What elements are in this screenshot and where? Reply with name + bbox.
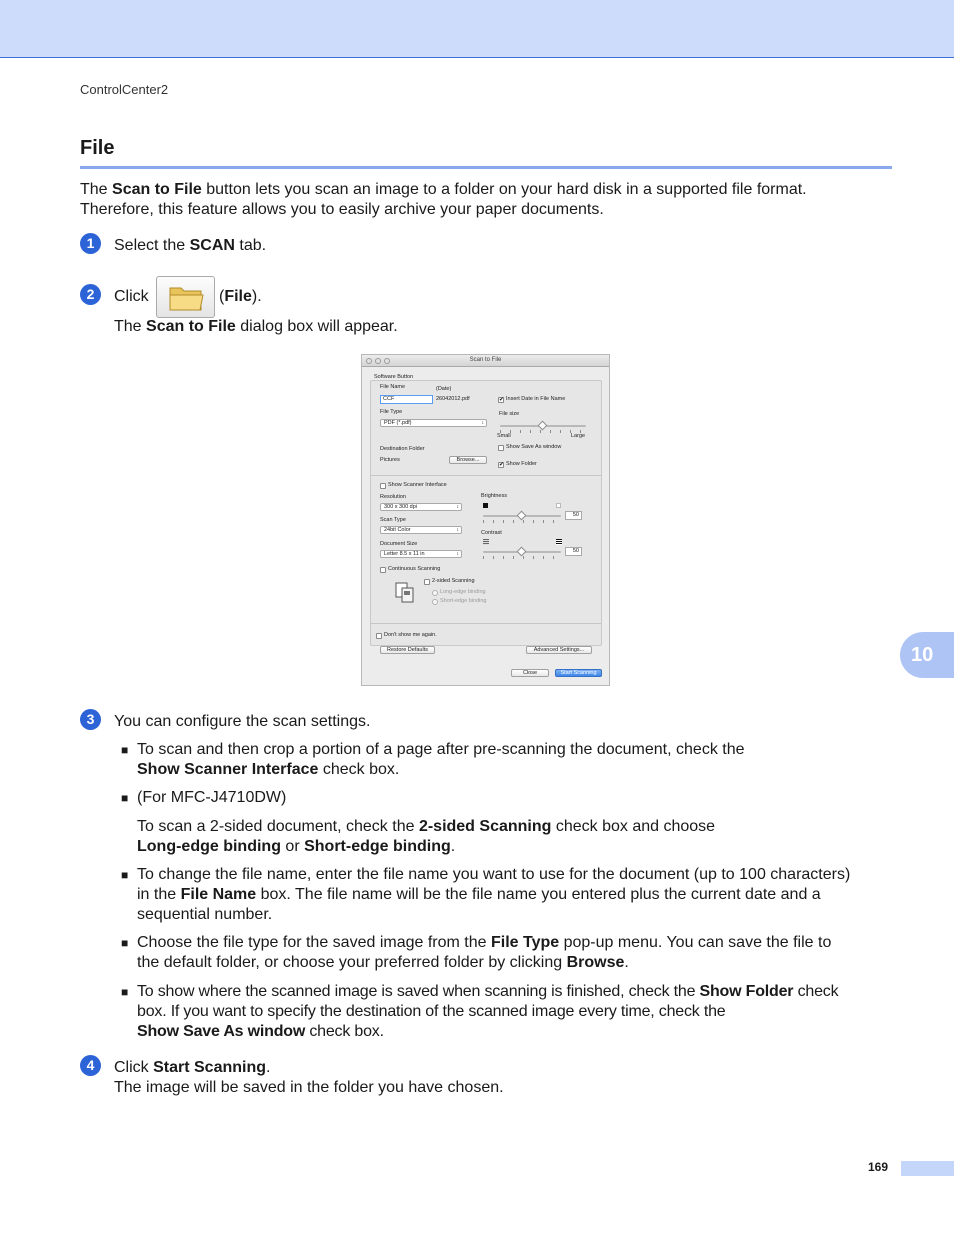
bullet-text-part: To change the file name, enter the file name you want to use for the document (up to 100 characters) <box>137 866 851 883</box>
header-band <box>0 0 954 58</box>
bullet-text <box>137 865 907 925</box>
bullet-text-bold: File Name <box>180 886 257 903</box>
close-button[interactable]: Close <box>511 669 549 677</box>
show-save-as-label: Show Save As window <box>506 444 562 450</box>
file-name-field[interactable]: CCF <box>380 395 433 404</box>
brightness-dark-icon <box>483 503 488 508</box>
bullet-text-part: box. The file name will be the file name you entered plus the current date and a <box>256 886 821 903</box>
resolution-label: Resolution <box>380 494 406 500</box>
contrast-low-icon <box>483 539 489 545</box>
brightness-ticks <box>483 520 562 523</box>
bullet-text-part: To show where the scanned image is saved when scanning is finished, check the <box>137 983 700 1000</box>
step-text-bold: File <box>224 288 252 305</box>
bullet-text-part: . <box>624 954 629 971</box>
resolution-popup[interactable]: 300 x 300 dpi ↕ <box>380 503 462 511</box>
dialog-titlebar <box>362 355 609 367</box>
running-head: ControlCenter2 <box>80 82 169 97</box>
document-size-label: Document Size <box>380 541 418 547</box>
small-label: Small <box>497 433 511 439</box>
step-text-part: Select the <box>114 237 190 254</box>
step-text-part: Click <box>114 1059 154 1076</box>
document-size-popup[interactable]: Letter 8.5 x 11 in ↕ <box>380 550 462 558</box>
brightness-label: Brightness <box>481 493 507 499</box>
date-label: (Date) <box>436 386 452 392</box>
insert-date-checkbox[interactable] <box>498 397 504 403</box>
show-folder-label: Show Folder <box>506 461 537 467</box>
bullet-text <box>137 933 907 973</box>
file-button[interactable] <box>156 276 215 318</box>
dialog-title: Scan to File <box>469 357 502 363</box>
step-text <box>114 1058 504 1098</box>
brightness-light-icon <box>556 503 561 508</box>
step-text <box>114 236 266 256</box>
intro-text: button lets you scan an image to a folder on your hard disk in a supported file format. <box>201 181 807 198</box>
bullet-icon: ■ <box>121 868 129 882</box>
step-text-bold: SCAN <box>189 237 235 254</box>
bullet-text-part: To scan a 2-sided document, check the <box>137 818 419 835</box>
bullet-icon: ■ <box>121 743 129 757</box>
browse-button[interactable]: Browse... <box>449 456 487 464</box>
destination-label: Destination Folder <box>380 446 425 452</box>
scan-type-popup[interactable]: 24bit Color ↕ <box>380 526 462 534</box>
bullet-subtext <box>137 817 897 857</box>
short-edge-binding-label: Short-edge binding <box>440 598 487 604</box>
contrast-ticks <box>483 556 562 559</box>
duplex-illustration-icon <box>395 582 415 604</box>
bullet-text-part: pop-up menu. You can save the file to <box>559 934 832 951</box>
step-text-part: ). <box>251 288 262 305</box>
step-text <box>219 287 262 307</box>
bullet-text-part: sequential number. <box>137 906 273 923</box>
section-divider <box>370 475 601 476</box>
step-text <box>114 287 149 307</box>
bullet-text-part: (For MFC-J4710DW) <box>137 789 287 806</box>
bullet-text-part: the default folder, or choose your preferred folder by clicking <box>137 954 567 971</box>
bullet-text-bold: 2-sided Scanning <box>418 818 552 835</box>
section-divider <box>370 623 601 624</box>
step-number: 3 <box>80 709 101 730</box>
bullet-text-bold: File Type <box>490 934 560 951</box>
file-name-label: File Name <box>380 384 406 390</box>
large-label: Large <box>571 433 586 439</box>
bullet-text-part: check box. <box>318 761 400 778</box>
contrast-high-icon <box>556 539 562 545</box>
bullet-text-bold: Short-edge binding <box>304 838 451 855</box>
dont-show-again-label: Don't show me again. <box>384 632 437 638</box>
restore-defaults-button[interactable]: Restore Defaults <box>380 646 435 654</box>
show-folder-checkbox[interactable] <box>498 462 504 468</box>
step-note <box>114 317 398 337</box>
bullet-text-part: or <box>280 838 305 855</box>
file-type-popup[interactable]: PDF (*.pdf) ↕ <box>380 419 487 427</box>
title-rule <box>80 166 892 169</box>
page-number: 169 <box>868 1160 889 1174</box>
bullet-text <box>137 982 907 1042</box>
continuous-scanning-checkbox[interactable] <box>380 567 386 573</box>
bullet-text-bold: Show Folder <box>699 983 794 1000</box>
insert-date-label: Insert Date in File Name <box>506 396 566 402</box>
bullet-text-part: box. If you want to specify the destination of the scanned image every time, check the <box>137 1003 726 1020</box>
continuous-scanning-label: Continuous Scanning <box>388 566 441 572</box>
bullet-icon: ■ <box>121 936 129 950</box>
bullet-text-bold: Long-edge binding <box>137 838 281 855</box>
bullet-text <box>137 788 286 808</box>
long-edge-binding-label: Long-edge binding <box>440 589 486 595</box>
intro-text: The <box>80 181 113 198</box>
step-note-bold: Scan to File <box>146 318 236 335</box>
bullet-text-part: check box. <box>305 1023 384 1040</box>
file-name-suffix: 26042012.pdf <box>436 396 470 402</box>
intro-bold: Scan to File <box>112 181 202 198</box>
bullet-text-bold: Show Scanner Interface <box>137 761 319 778</box>
file-type-label: File Type <box>380 409 403 415</box>
destination-value: Pictures <box>380 457 400 463</box>
bullet-text-part: Choose the file type for the saved image from the <box>137 934 491 951</box>
show-save-as-checkbox[interactable] <box>498 445 504 451</box>
step-number: 2 <box>80 284 101 305</box>
step-text: You can configure the scan settings. <box>114 713 371 730</box>
bullet-text-part: check box and choose <box>551 818 716 835</box>
bullet-icon: ■ <box>121 791 129 805</box>
bullet-text-part: check <box>793 983 839 1000</box>
scan-to-file-dialog <box>361 354 610 686</box>
step-text-part: tab. <box>234 237 267 254</box>
step-note: The image will be saved in the folder you have chosen. <box>114 1079 504 1096</box>
scan-type-label: Scan Type <box>380 517 406 523</box>
step-text-part: ( <box>219 288 225 305</box>
bullet-text-part: To scan and then crop a portion of a page after pre-scanning the document, check the <box>137 741 745 758</box>
contrast-label: Contrast <box>481 530 502 536</box>
show-scanner-interface-checkbox[interactable] <box>380 483 386 489</box>
show-scanner-interface-label: Show Scanner Interface <box>388 482 447 488</box>
chapter-tab: 10 <box>900 632 954 678</box>
bullet-icon: ■ <box>121 985 129 999</box>
advanced-settings-button[interactable]: Advanced Settings... <box>526 646 592 654</box>
step-note-part: The <box>114 318 147 335</box>
contrast-value-field[interactable]: 50 <box>565 547 582 556</box>
two-sided-scanning-checkbox[interactable] <box>424 579 430 585</box>
dont-show-again-checkbox[interactable] <box>376 633 382 639</box>
bullet-text-part: in the <box>137 886 181 903</box>
start-scanning-button[interactable]: Start Scanning <box>555 669 602 677</box>
step-text-part: Click <box>114 288 149 305</box>
long-edge-binding-radio[interactable] <box>432 590 438 596</box>
folder-icon <box>168 283 204 313</box>
file-size-label: File size <box>499 411 520 417</box>
two-sided-scanning-label: 2-sided Scanning <box>432 578 475 584</box>
step-number: 1 <box>80 233 101 254</box>
section-title: File <box>80 137 115 159</box>
bullet-text <box>137 740 897 780</box>
step-note-part: dialog box will appear. <box>235 318 398 335</box>
brightness-value-field[interactable]: 50 <box>565 511 582 520</box>
intro-paragraph <box>80 180 892 220</box>
step-number: 4 <box>80 1055 101 1076</box>
bullet-text-bold: Show Save As window <box>137 1023 306 1040</box>
page-number-bar <box>901 1161 954 1176</box>
short-edge-binding-radio[interactable] <box>432 599 438 605</box>
software-button-label: Software Button <box>374 374 414 380</box>
step-text-part: . <box>266 1059 271 1076</box>
bullet-text-part: . <box>450 838 456 855</box>
intro-text: Therefore, this feature allows you to easily archive your paper documents. <box>80 201 604 218</box>
step-text-bold: Start Scanning <box>153 1059 267 1076</box>
bullet-text-bold: Browse <box>566 954 625 971</box>
